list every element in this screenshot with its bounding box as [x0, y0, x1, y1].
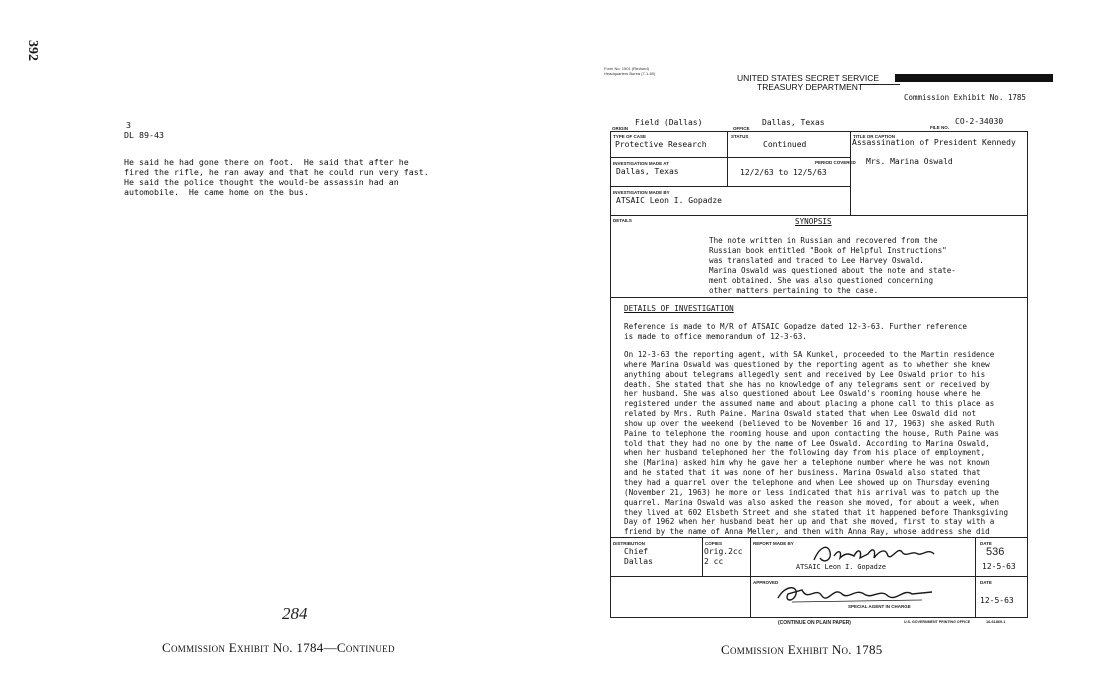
date-stamp-number: 536 [986, 546, 1005, 558]
body-line: registered under the assumed name and about placing a phone call to this place as [624, 399, 995, 409]
footer-mid-rule [750, 576, 1028, 577]
left-exhibit-caption: Commission Exhibit No. 1784—Continued [162, 640, 395, 655]
grid-line [610, 186, 850, 187]
title-value: Assassination of President Kennedy [852, 138, 1016, 147]
redaction-underline [860, 84, 900, 85]
continue-note: (CONTINUE ON PLAIN PAPER) [778, 620, 851, 626]
status-label: STATUS [731, 134, 749, 139]
status-value: Continued [763, 140, 807, 149]
reference-block [624, 322, 967, 342]
investigation-at-value: Dallas, Texas [616, 167, 679, 176]
grid-line [727, 131, 728, 186]
agency-title: UNITED STATES SECRET SERVICE [737, 73, 880, 83]
details-label: DETAILS [613, 218, 632, 223]
synopsis-line: The note written in Russian and recovered from the [709, 236, 938, 245]
text-line: He said the police thought the would-be assassin had an [124, 177, 399, 187]
header-file-number: DL 89-43 [124, 130, 164, 140]
body-line: show up over the weekend (believed to be November 16 and 17, 1963) she asked Ruth [624, 418, 995, 428]
period-label: PERIOD COVERED [815, 160, 856, 165]
distribution-value: Dallas [624, 557, 653, 566]
synopsis-block [709, 236, 956, 295]
text-line: He said he had gone there on foot. He said that after he [124, 157, 409, 167]
synopsis-line: Russian book entitled "Book of Helpful Instructions" [709, 245, 947, 255]
footer-mid-rule-left [610, 576, 750, 577]
redaction-bar [895, 74, 1053, 82]
report-by-label: REPORT MADE BY [753, 541, 794, 546]
body-line: quarrel. Marina Oswald was also asked the reason she moved, for about a week, when [624, 497, 999, 507]
footer-top-rule [610, 537, 1028, 538]
synopsis-divider [610, 297, 1028, 298]
title-label: TITLE OR CAPTION [853, 134, 895, 139]
body-line: Day of 1962 when her husband beat her up and that she moved, first to stay with a [624, 517, 995, 527]
origin-value: Field (Dallas) [635, 118, 703, 127]
distribution-value: Chief [624, 547, 649, 556]
synopsis-line: ment obtained. She was also questioned concerning [709, 275, 934, 285]
body-line: when her husband telephoned her the following day from his place of employment, [624, 448, 986, 458]
body-line: she (Marina) asked him why he gave her a telephone number where he was not known [624, 458, 990, 468]
grid-line [610, 157, 850, 158]
body-line: anything about telegrams allegedly sent and received by Lee Oswald prior to his [624, 369, 986, 379]
synopsis-heading: SYNOPSIS [795, 217, 832, 226]
investigation-by-label: INVESTIGATION MADE BY [613, 190, 670, 195]
form-number: Form No. 1501 (Revised) Headquarters Burea (7-1-60) [604, 66, 656, 76]
body-line: (November 21, 1963) he more or less indicated that his arrival was to patch up the [624, 487, 999, 497]
type-of-case-label: TYPE OF CASE [613, 134, 647, 139]
file-no-label: FILE NO. [930, 125, 949, 130]
department-title: TREASURY DEPARTMENT [757, 82, 864, 92]
body-line: friend by the name of Anna Meller, and then with Anna Ray, whose address she did [624, 527, 990, 537]
copies-value: 2 cc [704, 557, 724, 566]
office-value: Dallas, Texas [762, 118, 825, 127]
footer-divider [750, 537, 751, 617]
synopsis-line: other matters pertaining to the case. [709, 285, 879, 295]
gpo-note: U.S. GOVERNMENT PRINTING OFFICE [904, 620, 971, 624]
form-border-left [610, 131, 611, 618]
details-heading: DETAILS OF INVESTIGATION [624, 304, 734, 313]
body-line: death. She stated that she has no knowledge of any telegrams sent or received by [624, 379, 990, 389]
left-body-text [124, 157, 429, 197]
body-line: told that they had no one by the name of Lee Oswald. According to Marina Oswald, [624, 438, 990, 448]
title-value-subject: Mrs. Marina Oswald [866, 157, 953, 166]
text-line: automobile. He came home on the bus. [124, 187, 309, 197]
body-line: related by Mrs. Ruth Paine. Marina Oswald stated that when Lee Oswald did not [624, 409, 977, 419]
investigation-by-value: ATSAIC Leon I. Gopadze [616, 196, 722, 205]
report-date: 12-5-63 [982, 562, 1016, 571]
exhibit-label: Commission Exhibit No. 1785 [904, 93, 1026, 102]
body-line: they lived at 602 Elsbeth Street and she stated that it happened before Thanksgiving [624, 507, 1009, 517]
investigation-at-label: INVESTIGATION MADE AT [613, 161, 669, 166]
gpo-code: 16-61869-1 [986, 620, 1006, 624]
origin-label: ORIGIN [612, 126, 629, 131]
footer-divider [702, 537, 703, 576]
right-exhibit-caption: Commission Exhibit No. 1785 [721, 642, 883, 657]
body-line: where Marina Oswald was questioned by the reporting agent as to whether she knew [624, 359, 990, 369]
sac-label: SPECIAL AGENT IN CHARGE [848, 604, 911, 609]
copies-value: Orig.2cc [704, 547, 743, 556]
reference-line: Reference is made to M/R of ATSAIC Gopadze dated 12-3-63. Further reference [624, 322, 967, 331]
header-page-number: 3 [126, 120, 131, 130]
period-value: 12/2/63 to 12/5/63 [740, 168, 827, 177]
form-border-bottom [610, 617, 1028, 618]
file-no-value: CO-2-34030 [955, 117, 1004, 126]
approved-date-label: DATE [980, 580, 992, 585]
body-line: they had a quarrel over the telephone and when Lee showed up on Thursday evening [624, 477, 990, 487]
grid-line [610, 215, 1028, 216]
date-label: DATE [980, 541, 992, 546]
type-of-case-value: Protective Research [615, 140, 707, 149]
body-line: her husband. She was also questioned about Lee Oswald's rooming house where he [624, 389, 981, 399]
footer-divider [975, 537, 976, 617]
distribution-label: DISTRIBUTION [613, 541, 645, 546]
office-label: OFFICE [733, 126, 750, 131]
synopsis-line: Marina Oswald was questioned about the note and state- [709, 265, 956, 275]
report-by-value: ATSAIC Leon I. Gopadze [796, 563, 887, 571]
approved-date: 12-5-63 [980, 596, 1014, 605]
body-line: and he stated that it was none of her business. Marina Oswald also stated that [624, 468, 981, 478]
details-body [624, 350, 1008, 537]
synopsis-line: was translated and traced to Lee Harvey Oswald. [709, 255, 924, 265]
body-line: On 12-3-63 the reporting agent, with SA Kunkel, proceeded to the Martin residence [624, 350, 995, 359]
form-border-right [1027, 131, 1028, 618]
form-border-top [610, 131, 1028, 132]
approved-label: APPROVED [753, 580, 779, 585]
page-number: 392 [25, 40, 40, 61]
text-line: fired the rifle, he ran away and that he could run very fast. [124, 167, 429, 177]
handwritten-page-number: 284 [282, 604, 308, 623]
grid-line [850, 131, 851, 215]
reference-line: is made to office memorandum of 12-3-63. [624, 331, 807, 341]
copies-label: COPIES [705, 541, 723, 546]
body-line: Paine to telephone the rooming house and upon contacting the house, Ruth Paine was [624, 428, 999, 438]
